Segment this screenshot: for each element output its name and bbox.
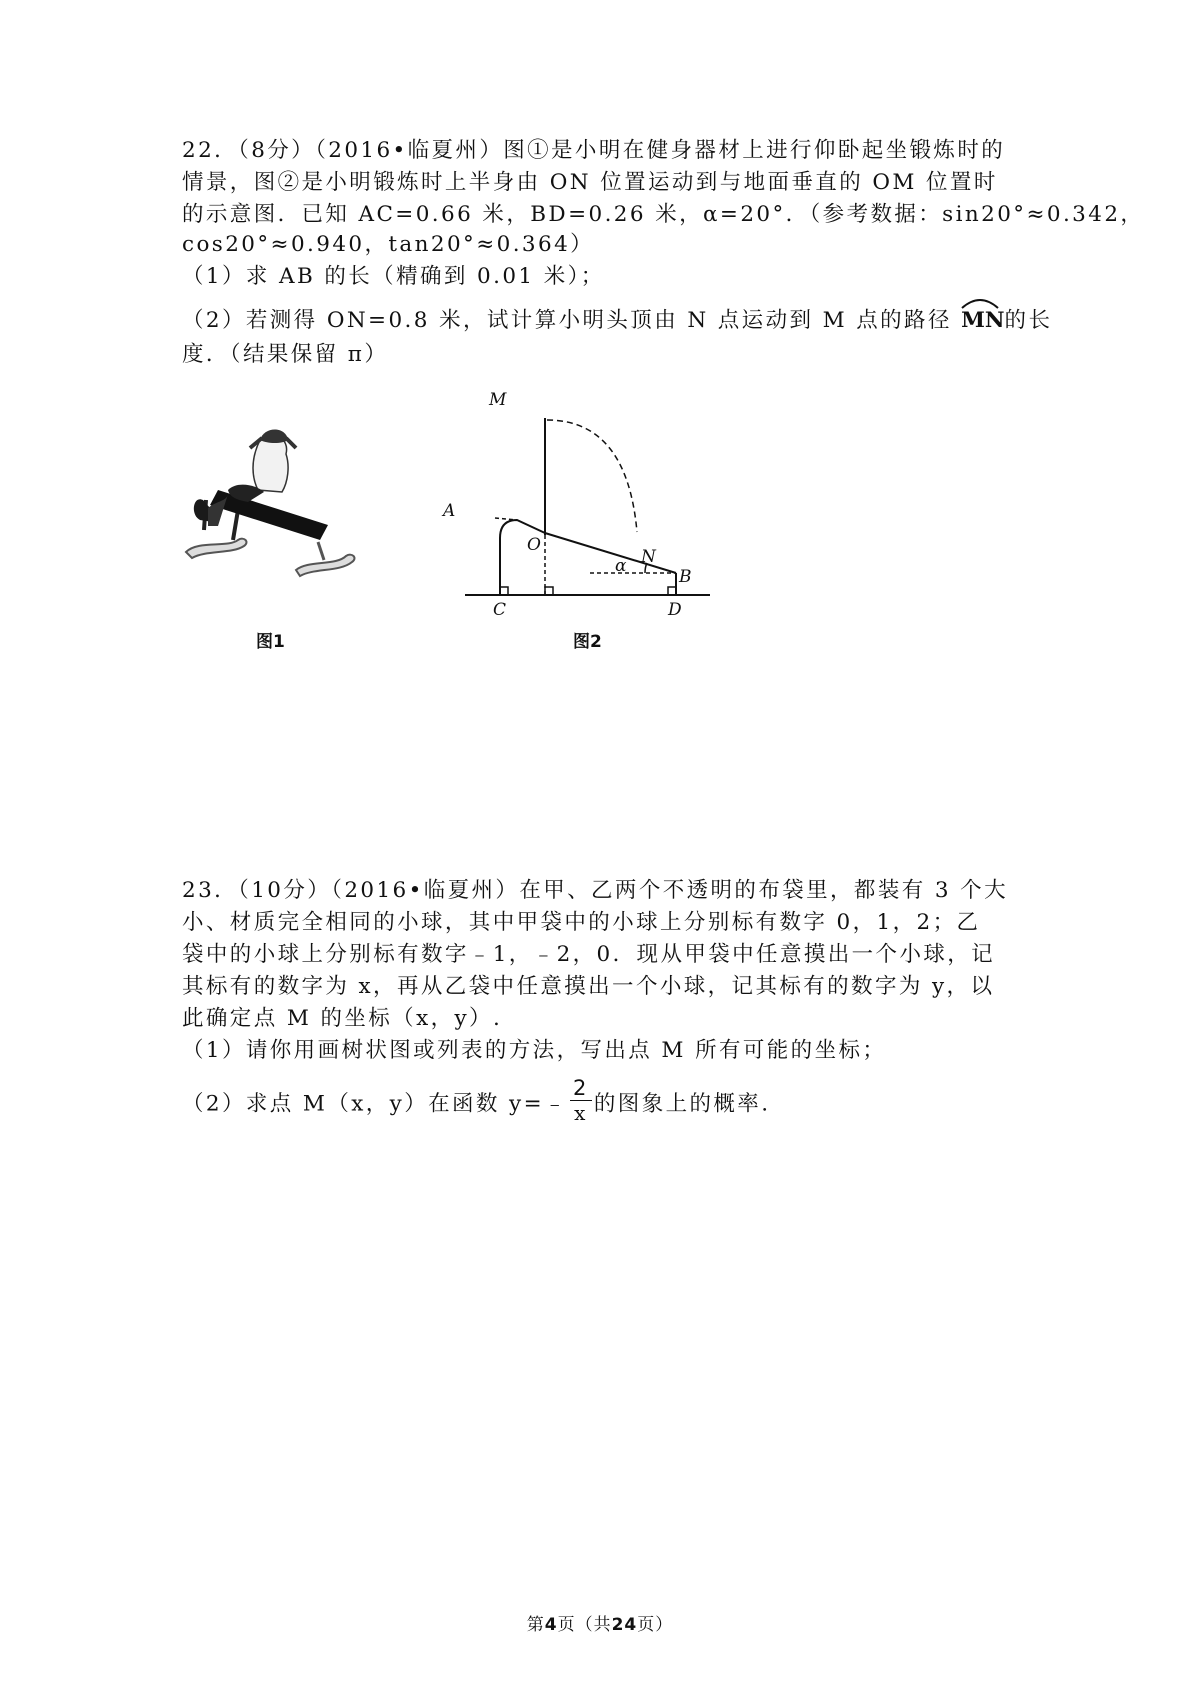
q22-part-2 (182, 306, 1052, 336)
q23-part-2 (182, 1076, 771, 1129)
footer-page-number: 4 (544, 1615, 558, 1635)
q23-part-1: （1）请你用画树状图或列表的方法，写出点 M 所有可能的坐标； (182, 1038, 887, 1063)
q23-line-2: 小、材质完全相同的小球，其中甲袋中的小球上分别标有数字 0，1，2；乙 (182, 910, 981, 935)
label-o: O (527, 535, 541, 555)
q23-line-5: 此确定点 M 的坐标（x，y）. (182, 1006, 503, 1031)
figure-1-caption: 图1 (256, 632, 285, 652)
label-a: A (443, 501, 456, 521)
footer-suffix: 页） (637, 1615, 674, 1635)
q23-part-2-end: 的图象上的概率. (593, 1091, 771, 1117)
footer-total-pages: 24 (611, 1615, 638, 1635)
q22-line-1: 22．（8分）（2016•临夏州）图①是小明在健身器材上进行仰卧起坐锻炼时的 (182, 138, 1006, 163)
q23-part-2-text: （2）求点 M（x，y）在函数 y=﹣ (182, 1091, 568, 1117)
figure-2-caption: 图2 (573, 632, 602, 652)
figure-1-situp-bench (178, 430, 368, 600)
page-footer (0, 1610, 1200, 1635)
q22-part-2-text: （2）若测得 ON=0.8 米，试计算小明头顶由 N 点运动到 M 点的路径 (182, 308, 962, 333)
q22-part-2-line-2: 度．（结果保留 π） (182, 342, 389, 367)
footer-prefix: 第 (526, 1615, 545, 1635)
q23-line-4: 其标有的数字为 x，再从乙袋中任意摸出一个小球，记其标有的数字为 y，以 (182, 974, 995, 999)
fraction-2-over-x (570, 1076, 592, 1125)
arc-symbol-icon (959, 296, 1001, 310)
label-d: D (668, 600, 682, 620)
q23-line-1: 23．（10分）（2016•临夏州）在甲、乙两个不透明的布袋里，都装有 3 个大 (182, 878, 1008, 903)
arc-mn-text: MN (961, 308, 1005, 333)
segment-ob (545, 533, 676, 573)
label-c: C (493, 600, 507, 620)
q22-part-1: （1）求 AB 的长（精确到 0.01 米）； (182, 264, 605, 289)
q22-line-2: 情景，图②是小明锻炼时上半身由 ON 位置运动到与地面垂直的 OM 位置时 (182, 170, 998, 195)
q22-line-4: cos20°≈0.940，tan20°≈0.364） (182, 232, 595, 257)
fraction-numerator: 2 (573, 1076, 589, 1100)
arc-mn (547, 420, 637, 532)
fraction-denominator: x (574, 1101, 588, 1125)
label-n: N (641, 547, 656, 567)
label-alpha: α (615, 556, 627, 576)
label-m: M (489, 390, 507, 410)
figure-2-diagram (443, 390, 715, 620)
q22-part-2-end: 的长 (1004, 308, 1053, 333)
label-b: B (679, 567, 692, 587)
segment-ac (500, 520, 545, 595)
q22-line-3: 的示意图．已知 AC=0.66 米，BD=0.26 米，α=20°．（参考数据：sin20°≈0.342， (182, 202, 1145, 227)
arc-mn-label (961, 306, 1004, 336)
q23-line-3: 袋中的小球上分别标有数字﹣1，﹣2，0．现从甲袋中任意摸出一个小球，记 (182, 942, 996, 967)
footer-middle: 页（共 (557, 1615, 612, 1635)
